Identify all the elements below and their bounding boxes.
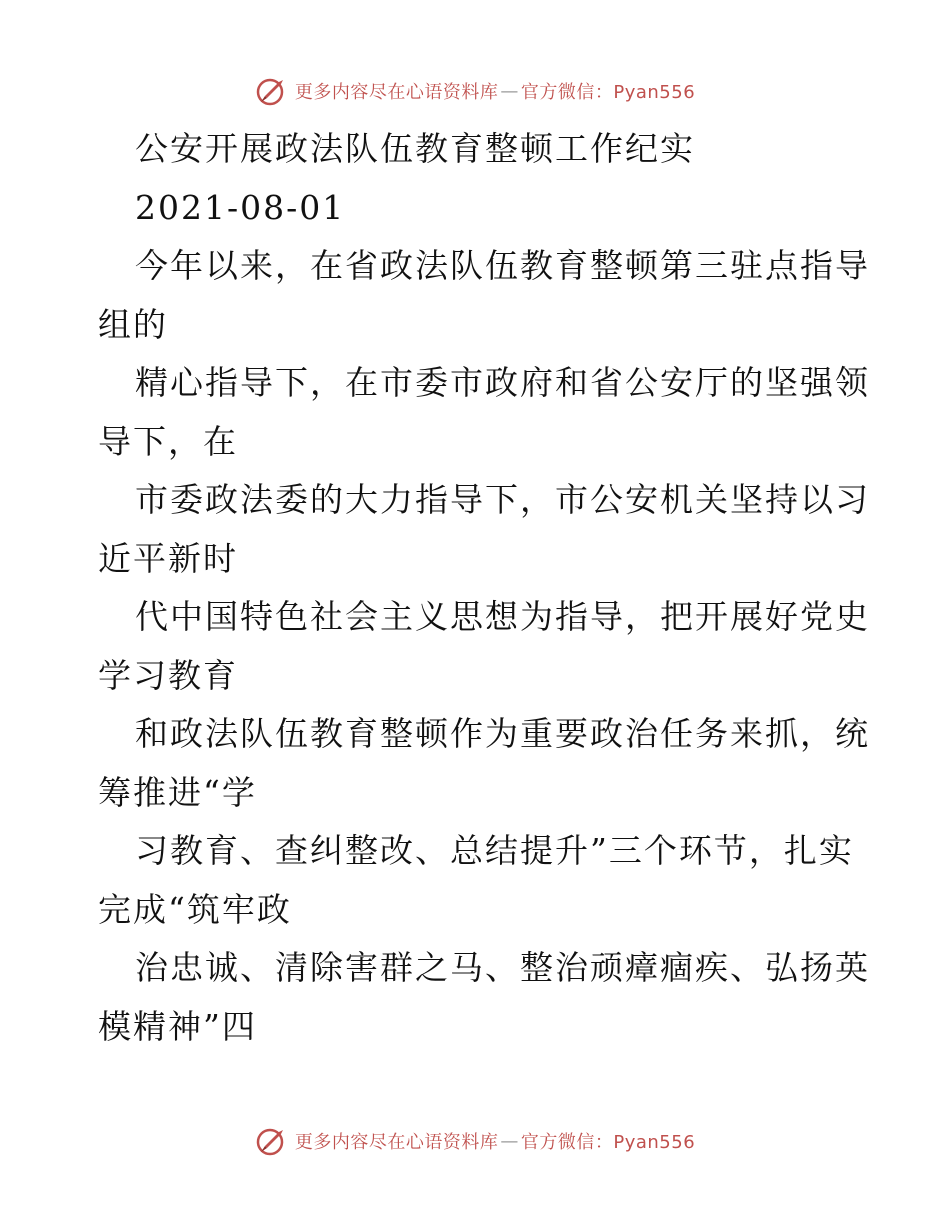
watermark-text: 更多内容尽在心语资料库 <box>294 82 499 103</box>
document-title: 公安开展政法队伍教育整顿工作纪实 <box>135 129 695 168</box>
watermark-dash: — <box>500 80 519 102</box>
document-date: 2021-08-01 <box>135 187 346 227</box>
paragraph-line: 导下，在 <box>98 421 238 461</box>
watermark-dash: — <box>500 1130 519 1152</box>
paragraph-line: 学习教育 <box>98 655 238 695</box>
paragraph-line: 市委政法委的大力指导下，市公安机关坚持以习 <box>135 480 870 519</box>
watermark-text: 更多内容尽在心语资料库 <box>294 1132 499 1153</box>
paragraph-line: 筹推进“学 <box>98 772 257 812</box>
paragraph-line: 今年以来，在省政法队伍教育整顿第三驻点指导 <box>135 246 870 285</box>
paragraph-line: 模精神”四 <box>98 1006 257 1046</box>
pen-logo-icon <box>255 74 289 108</box>
header-watermark <box>0 74 950 108</box>
paragraph-line: 完成“筑牢政 <box>98 889 292 929</box>
watermark-contact: 官方微信：Pyan556 <box>520 82 696 103</box>
paragraph-line: 治忠诚、清除害群之马、整治顽瘴痼疾、弘扬英 <box>135 948 870 987</box>
paragraph-line: 习教育、查纠整改、总结提升”三个环节，扎实 <box>135 831 854 870</box>
paragraph-line: 组的 <box>98 304 168 344</box>
document-body <box>98 120 870 1056</box>
pen-logo-icon <box>255 1124 289 1158</box>
paragraph-line: 近平新时 <box>98 538 238 578</box>
paragraph-line: 和政法队伍教育整顿作为重要政治任务来抓，统 <box>135 714 870 753</box>
footer-watermark <box>0 1124 950 1158</box>
paragraph-line: 代中国特色社会主义思想为指导，把开展好党史 <box>135 597 870 636</box>
watermark-contact: 官方微信：Pyan556 <box>520 1132 696 1153</box>
paragraph-line: 精心指导下，在市委市政府和省公安厅的坚强领 <box>135 363 870 402</box>
